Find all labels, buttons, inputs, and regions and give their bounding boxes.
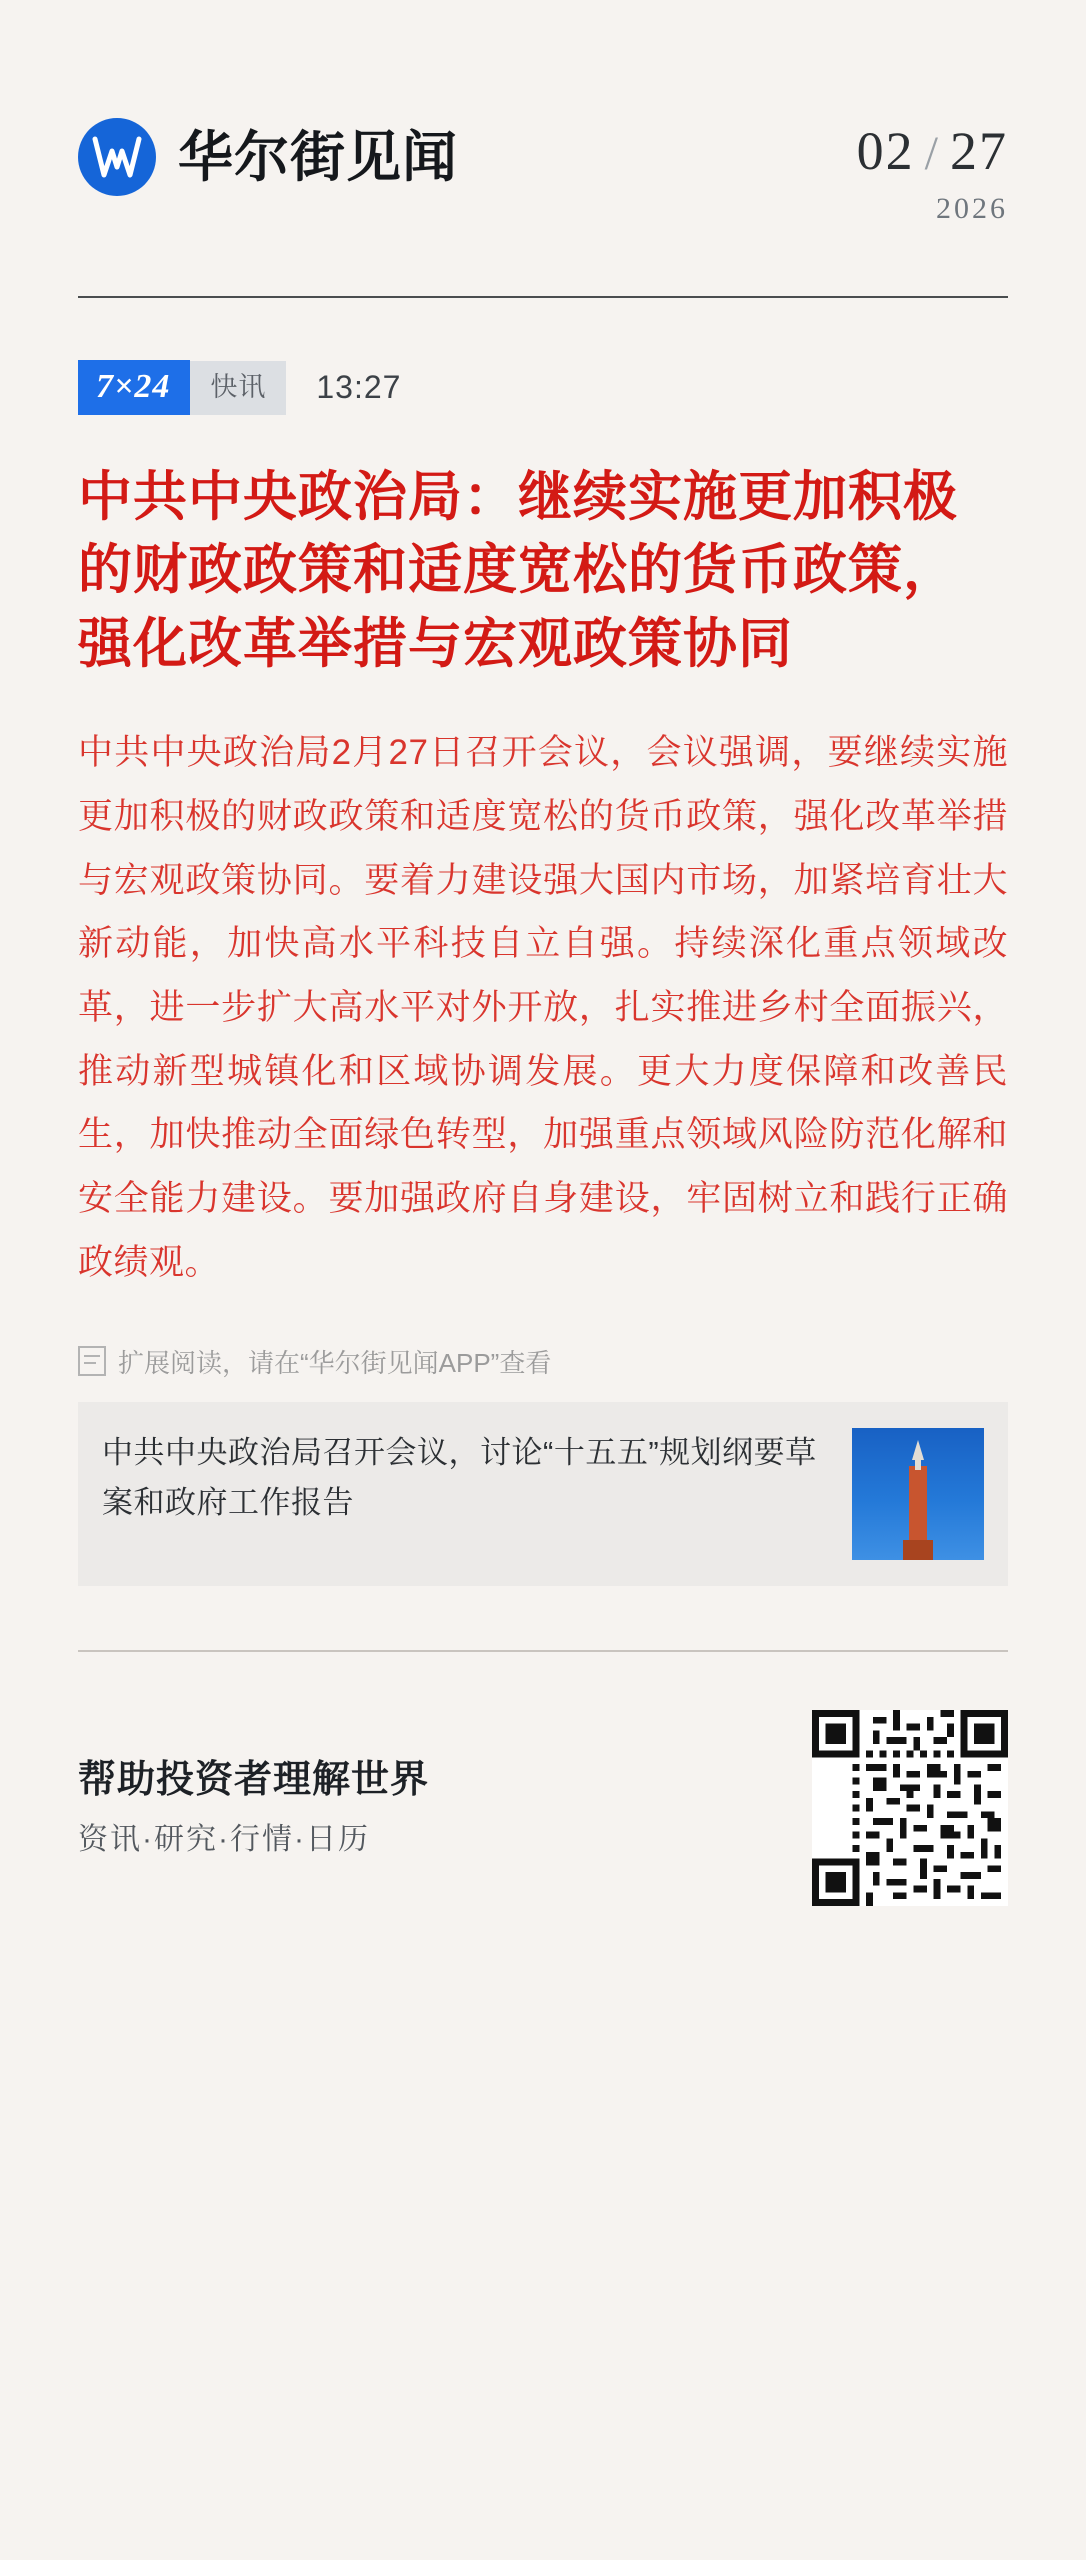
monument-photo-icon: [852, 1428, 984, 1560]
date-day: 27: [950, 121, 1008, 181]
meta-row: [78, 360, 1008, 415]
footer-divider: [78, 1650, 1008, 1652]
header: [78, 0, 1008, 224]
page-title: 中共中央政治局：继续实施更加积极的财政政策和适度宽松的货币政策，强化改革举措与宏观政策协同: [78, 467, 958, 674]
extended-reading: [78, 1343, 1008, 1380]
extended-reading-label: 扩展阅读，请在“华尔街见闻APP”查看: [118, 1347, 552, 1378]
status-badge: 快讯: [190, 361, 286, 415]
date-month: 02: [856, 121, 915, 181]
document-icon: [78, 1346, 106, 1376]
footer-slogan: 帮助投资者理解世界: [78, 1758, 430, 1801]
related-article-title: 中共中央政治局召开会议，讨论“十五五”规划纲要草案和政府工作报告: [102, 1434, 817, 1520]
footer: [78, 1710, 1008, 1906]
tag-724-badge: 7×24: [78, 360, 190, 415]
article-body: 中共中央政治局2月27日召开会议，会议强调，要继续实施更加积极的财政政策和适度宽松的货币政策，强化改革举措与宏观政策协同。要着力建设强大国内市场，加紧培育壮大新动能，加快高水平科技自立自强。持续深化重点领域改革，进一步扩大高水平对外开放，扎实推进乡村全面振兴，推动新型城镇化和区域协调发展。更大力度保障和改善民生，加快推动全面绿色转型，加强重点领域风险防范化解和安全能力建设。要加强政府自身建设，牢固树立和践行正确政绩观。: [78, 733, 1008, 1282]
footer-text: [78, 1758, 430, 1856]
date-line: [856, 121, 1008, 181]
brand-name: 华尔街见闻: [178, 126, 459, 188]
wallstreetcn-w-logo-icon: [78, 118, 156, 196]
date-separator: /: [924, 127, 940, 180]
related-article-card[interactable]: [78, 1402, 1008, 1586]
date-year: 2026: [936, 192, 1008, 225]
footer-subtitle: 资讯·研究·行情·日历: [78, 1822, 370, 1856]
qr-code-icon[interactable]: [812, 1710, 1008, 1906]
date-block: [857, 118, 1008, 224]
brand: [78, 118, 458, 196]
timestamp: 13:27: [316, 369, 402, 405]
header-divider: [78, 296, 1008, 298]
